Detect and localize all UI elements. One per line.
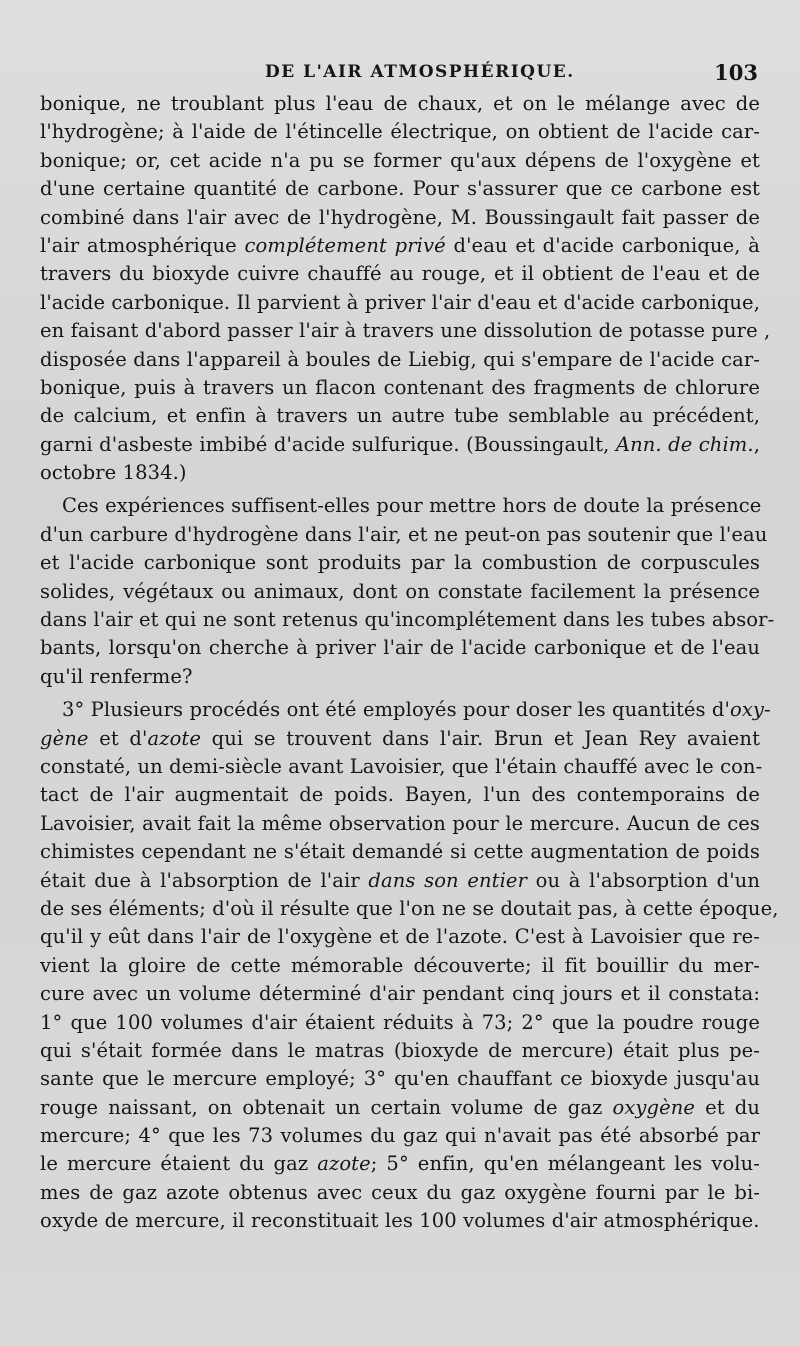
text-line: qui s'était formée dans le matras (bioxyde de mercure) était plus pe- <box>40 1038 760 1062</box>
text-line: oxyde de mercure, il reconstituait les 100 volumes d'air atmosphérique. <box>40 1209 760 1233</box>
page-number: 103 <box>714 60 758 85</box>
text-line: disposée dans l'appareil à boules de Liebig, qui s'empare de l'acide car- <box>40 347 760 371</box>
text-line: d'une certaine quantité de carbone. Pour s'assurer que ce carbone est <box>40 177 760 201</box>
text-line: combiné dans l'air avec de l'hydrogène, M. Boussingault fait passer de <box>40 205 760 229</box>
text-line: octobre 1834.) <box>40 461 187 485</box>
text-line: vient la gloire de cette mémorable découverte; il fit bouillir du mer- <box>40 953 760 977</box>
text-line: garni d'asbeste imbibé d'acide sulfurique. (Boussingault, Ann. de chim., <box>40 432 761 456</box>
text-line: d'un carbure d'hydrogène dans l'air, et ne peut-on pas soutenir que l'eau <box>40 522 768 546</box>
text-line: était due à l'absorption de l'air dans son entier ou à l'absorption d'un <box>40 868 760 892</box>
text-line: le mercure étaient du gaz azote; 5° enfin, qu'en mélangeant les volu- <box>40 1152 760 1176</box>
text-line: 3° Plusieurs procédés ont été employés pour doser les quantités d'oxy- <box>62 698 771 722</box>
text-line: qu'il y eût dans l'air de l'oxygène et de l'azote. C'est à Lavoisier que re- <box>40 925 760 949</box>
text-line: mes de gaz azote obtenus avec ceux du gaz oxygène fourni par le bi- <box>40 1180 760 1204</box>
page-header <box>40 60 758 90</box>
text-line: bonique, ne troublant plus l'eau de chaux, et on le mélange avec de <box>40 92 760 115</box>
text-line: 1° que 100 volumes d'air étaient réduits à 73; 2° que la poudre rouge <box>40 1010 760 1034</box>
text-line: bants, lorsqu'on cherche à priver l'air de l'acide carbonique et de l'eau <box>40 636 760 660</box>
text-line: mercure; 4° que les 73 volumes du gaz qui n'avait pas été absorbé par <box>40 1124 760 1148</box>
paragraph-2 <box>40 492 775 691</box>
text-line: dans l'air et qui ne sont retenus qu'incomplétement dans les tubes absor- <box>40 608 775 632</box>
text-line: gène et d'azote qui se trouvent dans l'air. Brun et Jean Rey avaient <box>40 726 761 750</box>
text-line: bonique; or, cet acide n'a pu se former qu'aux dépens de l'oxygène et <box>40 148 760 172</box>
text-line: sante que le mercure employé; 3° qu'en chauffant ce bioxyde jusqu'au <box>40 1067 760 1091</box>
paragraph-1 <box>40 90 771 487</box>
text-line: constaté, un demi-siècle avant Lavoisier, que l'étain chauffé avec le con- <box>40 754 763 778</box>
body-text <box>40 90 779 1236</box>
text-line: en faisant d'abord passer l'air à travers une dissolution de potasse pure , <box>40 319 771 343</box>
text-line: travers du bioxyde cuivre chauffé au rouge, et il obtient de l'eau et de <box>40 262 760 286</box>
text-line: de ses éléments; d'où il résulte que l'on ne se doutait pas, à cette époque, <box>40 896 779 920</box>
text-line: tact de l'air augmentait de poids. Bayen, l'un des contemporains de <box>40 783 760 807</box>
text-line: de calcium, et enfin à travers un autre tube semblable au précédent, <box>40 404 760 428</box>
text-line: l'hydrogène; à l'aide de l'étincelle électrique, on obtient de l'acide car- <box>40 120 760 144</box>
text-line: et l'acide carbonique sont produits par la combustion de corpuscules <box>40 551 760 575</box>
paragraph-3 <box>40 696 779 1235</box>
text-line: Ces expériences suffisent-elles pour mettre hors de doute la présence <box>62 494 762 518</box>
text-line: chimistes cependant ne s'était demandé si cette augmentation de poids <box>40 840 760 864</box>
text-line: rouge naissant, on obtenait un certain volume de gaz oxygène et du <box>40 1095 761 1119</box>
text-line: cure avec un volume déterminé d'air pendant cinq jours et il constata: <box>40 982 760 1006</box>
text-line: Lavoisier, avait fait la même observation pour le mercure. Aucun de ces <box>40 811 760 835</box>
running-title: DE L'AIR ATMOSPHÉRIQUE. <box>265 62 575 82</box>
text-line: solides, végétaux ou animaux, dont on constate facilement la présence <box>40 579 760 603</box>
text-line: l'acide carbonique. Il parvient à priver l'air d'eau et d'acide carbonique, <box>40 290 760 314</box>
text-line: l'air atmosphérique complétement privé d'eau et d'acide carbonique, à <box>40 233 760 257</box>
text-line: qu'il renferme? <box>40 664 193 688</box>
text-line: bonique, puis à travers un flacon contenant des fragments de chlorure <box>40 375 760 399</box>
